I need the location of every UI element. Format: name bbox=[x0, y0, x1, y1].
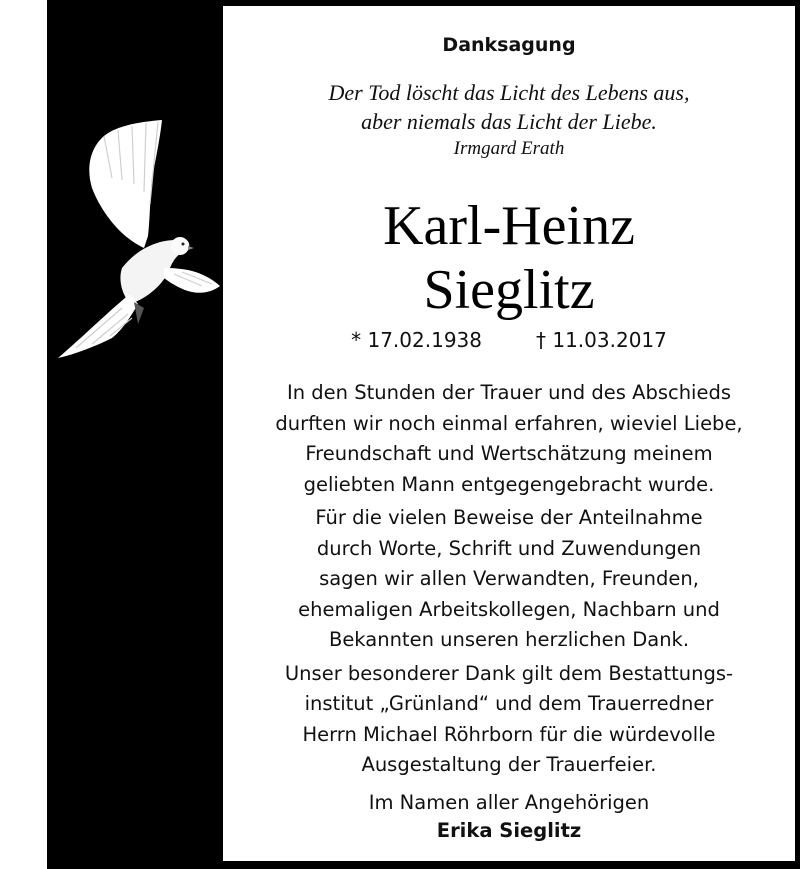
deceased-last-name: Sieglitz bbox=[423, 259, 595, 321]
left-white-strip bbox=[0, 0, 47, 869]
quote-line: Der Tod löscht das Licht des Lebens aus, bbox=[328, 80, 690, 105]
death-date: † 11.03.2017 bbox=[536, 328, 667, 352]
life-dates bbox=[223, 328, 795, 352]
body-paragraph: In den Stunden der Trauer und des Abschieds durften wir noch einmal erfahren, wieviel Liebe, Freundschaft und Wertschätzung meinem geliebten Mann entgegengebracht wurde. bbox=[275, 381, 743, 496]
dove-icon bbox=[52, 118, 222, 368]
deceased-name bbox=[223, 194, 795, 322]
deceased-first-name: Karl-Heinz bbox=[383, 195, 635, 257]
notice-panel bbox=[223, 6, 795, 861]
signer-name: Erika Sieglitz bbox=[436, 819, 582, 842]
memorial-quote bbox=[223, 78, 795, 162]
body-paragraph: Für die vielen Beweise der Anteilnahme durch Worte, Schrift und Zuwendungen sagen wir allen Verwandten, Freunden, ehemaligen Arbeitskollegen, Nachbarn und Bekannten unseren herzlichen Dank. bbox=[298, 506, 720, 651]
quote-author: Irmgard Erath bbox=[453, 138, 565, 159]
birth-date: * 17.02.1938 bbox=[351, 328, 482, 352]
closing-line: Im Namen aller Angehörigen bbox=[368, 791, 650, 814]
body-paragraph: Unser besonderer Dank gilt dem Bestattungs- institut „Grünland“ und dem Trauerredner Herrn Michael Röhrborn für die würdevolle Ausgestaltung der Trauerfeier. bbox=[284, 661, 734, 776]
quote-line: aber niemals das Licht der Liebe. bbox=[361, 109, 657, 134]
notice-title: Danksagung bbox=[442, 34, 576, 56]
thank-you-text bbox=[223, 378, 795, 784]
closing-block bbox=[223, 789, 795, 845]
